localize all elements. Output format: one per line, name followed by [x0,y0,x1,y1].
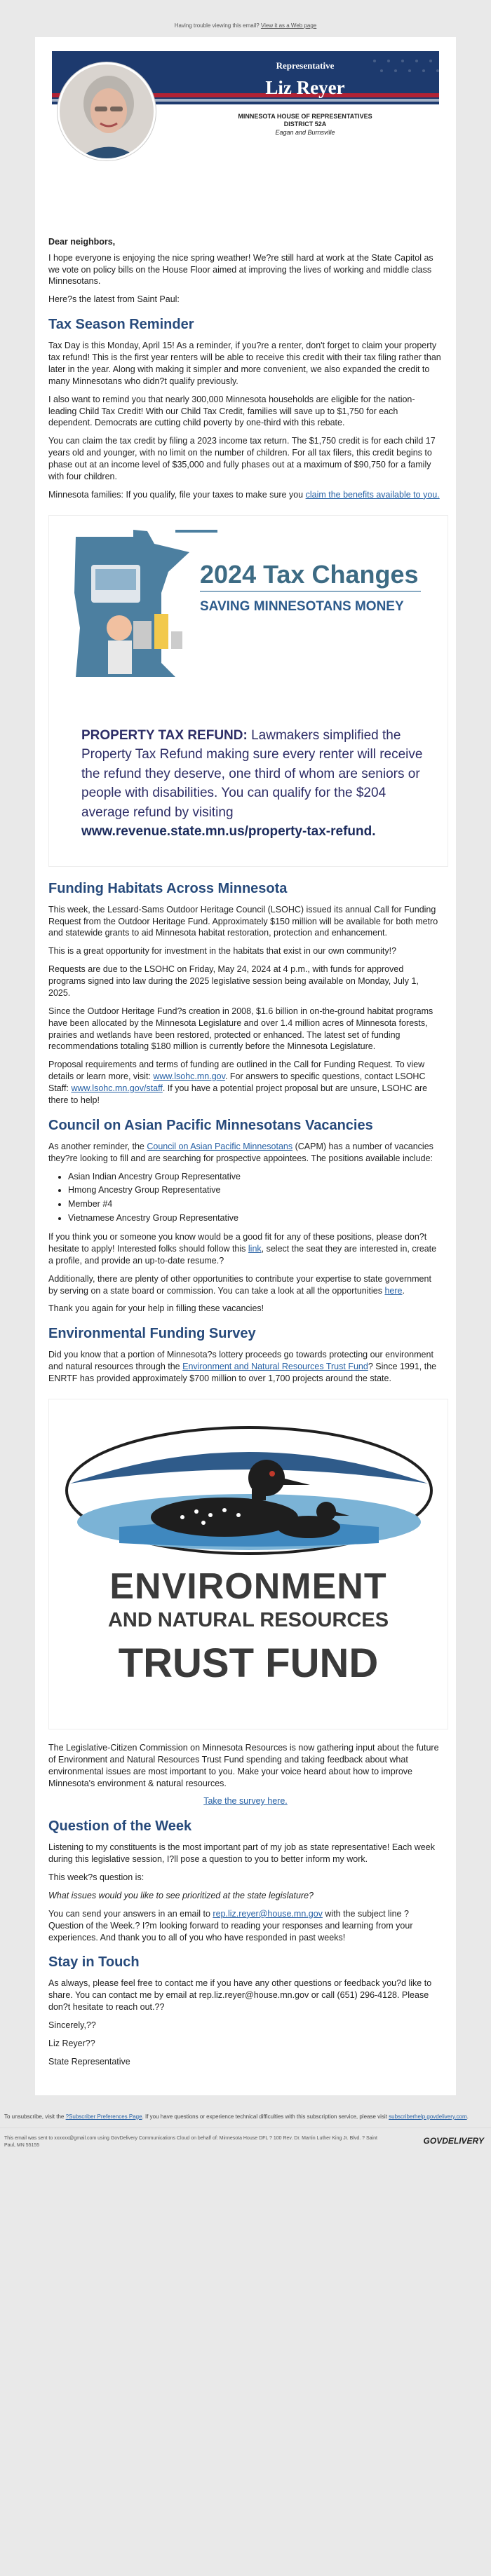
view-in-browser-line [0,0,491,37]
view-as-webpage-link[interactable]: View it as a Web page [260,22,317,29]
tax-graphic-body [81,726,429,842]
take-survey-link[interactable]: Take the survey here. [203,1796,288,1807]
list-item: • Vietnamese Ancestry Group Representative [68,1212,443,1224]
legal-text: This email was sent to xxxxxx@gmail.com using GovDelivery Communications Cloud on behalf of: Minnesota House DFL ? 100 Rev. Dr. Martin Luther King Jr. Blvd. ? Saint Paul, MN 55155 [4,2136,377,2148]
tax-changes-graphic [48,515,448,867]
office-cities: Eagan and Burnsville [275,129,335,137]
section-heading-tax: Tax Season Reminder [48,317,194,333]
capm-paragraph [48,1231,443,1267]
tax-paragraph: Tax Day is this Monday, April 15! As a reminder, if you?re a renter, don't forget to claim your property tax refund! This is the first year renters will be able to receive this credit with their tax filing rather than later in the year. Along with making it simpler and more convenient, we also expanded the credit to many Minnesotans who didn?t qualify previously. [48,341,441,386]
section-heading-env: Environmental Funding Survey [48,1326,256,1342]
claim-benefits-link[interactable]: claim the benefits available to you. [305,489,440,500]
view-in-browser-text: Having trouble viewing this email? [174,22,261,29]
habitats-paragraph: This week, the Lessard-Sams Outdoor Heritage Council (LSOHC) issued its annual Call for Funding Request from the Outdoor Heritage Fund. Approximately $150 million will be available for both metro and statewide grants to aid Minnesota habitat restoration, protection and enhancement. [48,904,438,938]
habitats-paragraph: Requests are due to the LSOHC on Friday, May 24, 2024 at 4 p.m., with funds for approved programs signed into law during the 2025 legislative session being available on Monday, July 1, 2025. [48,964,419,998]
intro-paragraph: I hope everyone is enjoying the nice spring weather! We?re still hard at work at the State Capitol as we vote on policy bills on the House Floor aimed at improving the lives of working and middle class Minnesotans. [48,252,433,287]
unsubscribe-text: . If you have questions or experience technical difficulties with this subscription service, please visit [142,2113,389,2120]
tax-paragraph: I also want to remind you that nearly 300,000 Minnesota households are eligible for the nation-leading Child Tax Credit! With our Child Tax Credit, families will save up to $1,750 for each dependent. Democrats are cutting child poverty by one-third with this rebate. [48,394,415,428]
tax-paragraph-text: Minnesota families: If you qualify, file your taxes to make sure you [48,489,306,500]
lsohc-staff-link[interactable]: www.lsohc.mn.gov/staff [71,1083,163,1094]
habitats-paragraph: This is a great opportunity for investment in the habitats that exist in our own community!? [48,946,397,957]
trust-fund-line3: TRUST FUND [118,1640,379,1686]
tax-paragraph [48,489,443,501]
qotw-paragraph: This week?s question is: [48,1872,144,1883]
capm-link[interactable]: Council on Asian Pacific Minnesotans [147,1141,293,1151]
section-heading-habitats: Funding Habitats Across Minnesota [48,880,288,896]
tax-graphic-text: Lawmakers simplified the Property Tax Refund making sure every renter will receive the refund they deserve, one third of whom are seniors or people with disabilities. You can qualify for the $204 average refund by visiting [81,727,423,820]
lsohc-link[interactable]: www.lsohc.mn.gov [153,1071,225,1082]
capm-text: (CAPM) has a number of vacancies they?re looking to fill and are searching for prospective appointees. The positions available include: [48,1141,433,1163]
habitats-text: . For answers to specific questions, contact LSOHC Staff: [48,1071,426,1094]
header [45,47,446,229]
newsletter-body [45,236,446,2068]
section-heading-touch: Stay in Touch [48,1954,140,1971]
trust-fund-line1: ENVIRONMENT [109,1566,387,1607]
intro-paragraph: Here?s the latest from Saint Paul: [48,294,180,305]
qotw-paragraph: Listening to my constituents is the most important part of my job as state representative! Each week during this legislative session, I?ll pose a question to you to better inform my work. [48,1842,435,1865]
office-district: DISTRICT 52A [283,121,327,128]
section-heading-capm: Council on Asian Pacific Minnesotans Vacancies [48,1117,373,1133]
qotw-text: You can send your answers in an email to [48,1908,213,1919]
office-chamber: MINNESOTA HOUSE OF REPRESENTATIVES [238,112,372,120]
subscriber-preferences-link[interactable]: ?Subscriber Preferences Page [65,2113,142,2120]
tax-graphic-subtitle: SAVING MINNESOTANS MONEY [200,598,404,614]
list-item: • Asian Indian Ancestry Group Representative [68,1171,443,1183]
positions-list [68,1171,443,1225]
portrait-illustration [60,64,156,160]
greeting: Dear neighbors, [48,236,116,247]
capm-paragraph: Thank you again for your help in filling these vacancies! [48,1303,264,1314]
trust-fund-canvas [49,1399,448,1729]
survey-link-row [48,1795,443,1807]
habitats-paragraph: Since the Outdoor Heritage Fund?s creation in 2008, $1.6 billion in on-the-ground habitat programs have been allocated by the Minnesota Legislature and over 1.4 million acres of Minnesota forests, prairies and wetlands have been restored, protected or enhanced. The latest set of funding recommendations totaling $180 million is currently before the Minnesota Legislature. [48,1006,433,1052]
trust-fund-line2: AND NATURAL RESOURCES [107,1608,389,1631]
list-item: • Hmong Ancestry Group Representative [68,1184,443,1196]
capm-text: . [402,1285,405,1296]
capm-paragraph [48,1273,443,1297]
tax-graphic-title: 2024 Tax Changes [200,559,419,589]
qotw-text: with the subject line ?Question of the Week.? I?m looking forward to reading your responses and learning from your experiences. And thank you to all of you who have responded in past weeks! [48,1908,413,1943]
signoff: Sincerely,?? [48,2020,96,2031]
email-link[interactable]: rep.liz.reyer@house.mn.gov [213,1908,323,1919]
apply-link[interactable]: link [248,1243,262,1254]
tax-paragraph: You can claim the tax credit by filing a 2023 income tax return. The $1,750 credit is for each child 17 years old and younger, with no limit on the number of children. For all tax filers, this credit begins to phase out at an income level of $35,000 and fully phases out at a maximum of $90,750 for a family with four children. [48,436,436,481]
opportunities-link[interactable]: here [384,1285,403,1296]
section-heading-qotw: Question of the Week [48,1818,192,1835]
env-text: ? Since 1991, the ENRTF has provided approximately $700 million to over 1,700 projects around the state. [48,1362,437,1384]
unsubscribe-text: . [466,2113,469,2120]
env-text: Did you know that a portion of Minnesota?s lottery proceeds go towards protecting our environment and natural resources through the [48,1350,433,1372]
legal-footer [0,2128,491,2163]
qotw-question: What issues would you like to see prioritized at the state legislature? [48,1890,314,1900]
header-name: Liz Reyer [265,76,345,98]
newsletter-card [35,37,456,2095]
header-kicker: Representative [276,60,335,71]
capm-text: , select the seat they are interested in, create a profile, and provide an up-to-date resume.? [48,1243,437,1266]
loon-illustration [49,1399,449,1568]
env-paragraph [48,1349,443,1385]
tax-graphic-lead: PROPERTY TAX REFUND: [81,727,248,743]
representative-portrait [58,62,156,160]
habitats-text: . If you have a potential project proposal but are unsure, LSOHC are there to help! [48,1083,428,1105]
capm-text: If you think you or someone you know would be a good fit for any of these positions, please don?t hesitate to apply! Interested folks should follow this [48,1232,427,1254]
list-item: • Member #4 [68,1198,443,1210]
habitats-text: Proposal requirements and terms of funding are outlined in the Call for Funding Request. To view details or learn more, visit: [48,1060,425,1082]
qotw-paragraph [48,1908,443,1944]
touch-paragraph: As always, please feel free to contact me if you have any other questions or feedback you?d like to share. You can contact me by email at rep.liz.reyer@house.mn.gov or call (651) 296-4128. Please don?t hesitate to reach out.?? [48,1978,432,2013]
subscriber-help-link[interactable]: subscriberhelp.govdelivery.com [389,2113,467,2120]
capm-paragraph [48,1141,443,1165]
capm-text: Additionally, there are plenty of other opportunities to contribute your expertise to state government by serving on a state board or commission. You can take a look at all the opportunities [48,1273,431,1296]
env-paragraph: The Legislative-Citizen Commission on Minnesota Resources is now gathering input about the future of Environment and Natural Resources Trust Fund spending and taking feedback about what environmental issues are most important to you. Make your voice heard about how to improve Minnesota's environment & natural resources. [48,1742,439,1788]
trust-fund-logo [48,1399,448,1729]
habitats-paragraph [48,1059,443,1107]
govdelivery-logo: GOVDELIVERY [423,2136,484,2146]
office-info [164,113,446,137]
capm-text: As another reminder, the [48,1141,147,1151]
tax-graphic-canvas [49,516,448,866]
enrtf-link[interactable]: Environment and Natural Resources Trust Fund [182,1362,368,1372]
tax-graphic-url: www.revenue.state.mn.us/property-tax-refund. [81,824,376,840]
signature-title: State Representative [48,2056,130,2067]
unsubscribe-footer [0,2095,491,2128]
signature-name: Liz Reyer?? [48,2038,95,2048]
unsubscribe-text: To unsubscribe, visit the [4,2113,66,2120]
